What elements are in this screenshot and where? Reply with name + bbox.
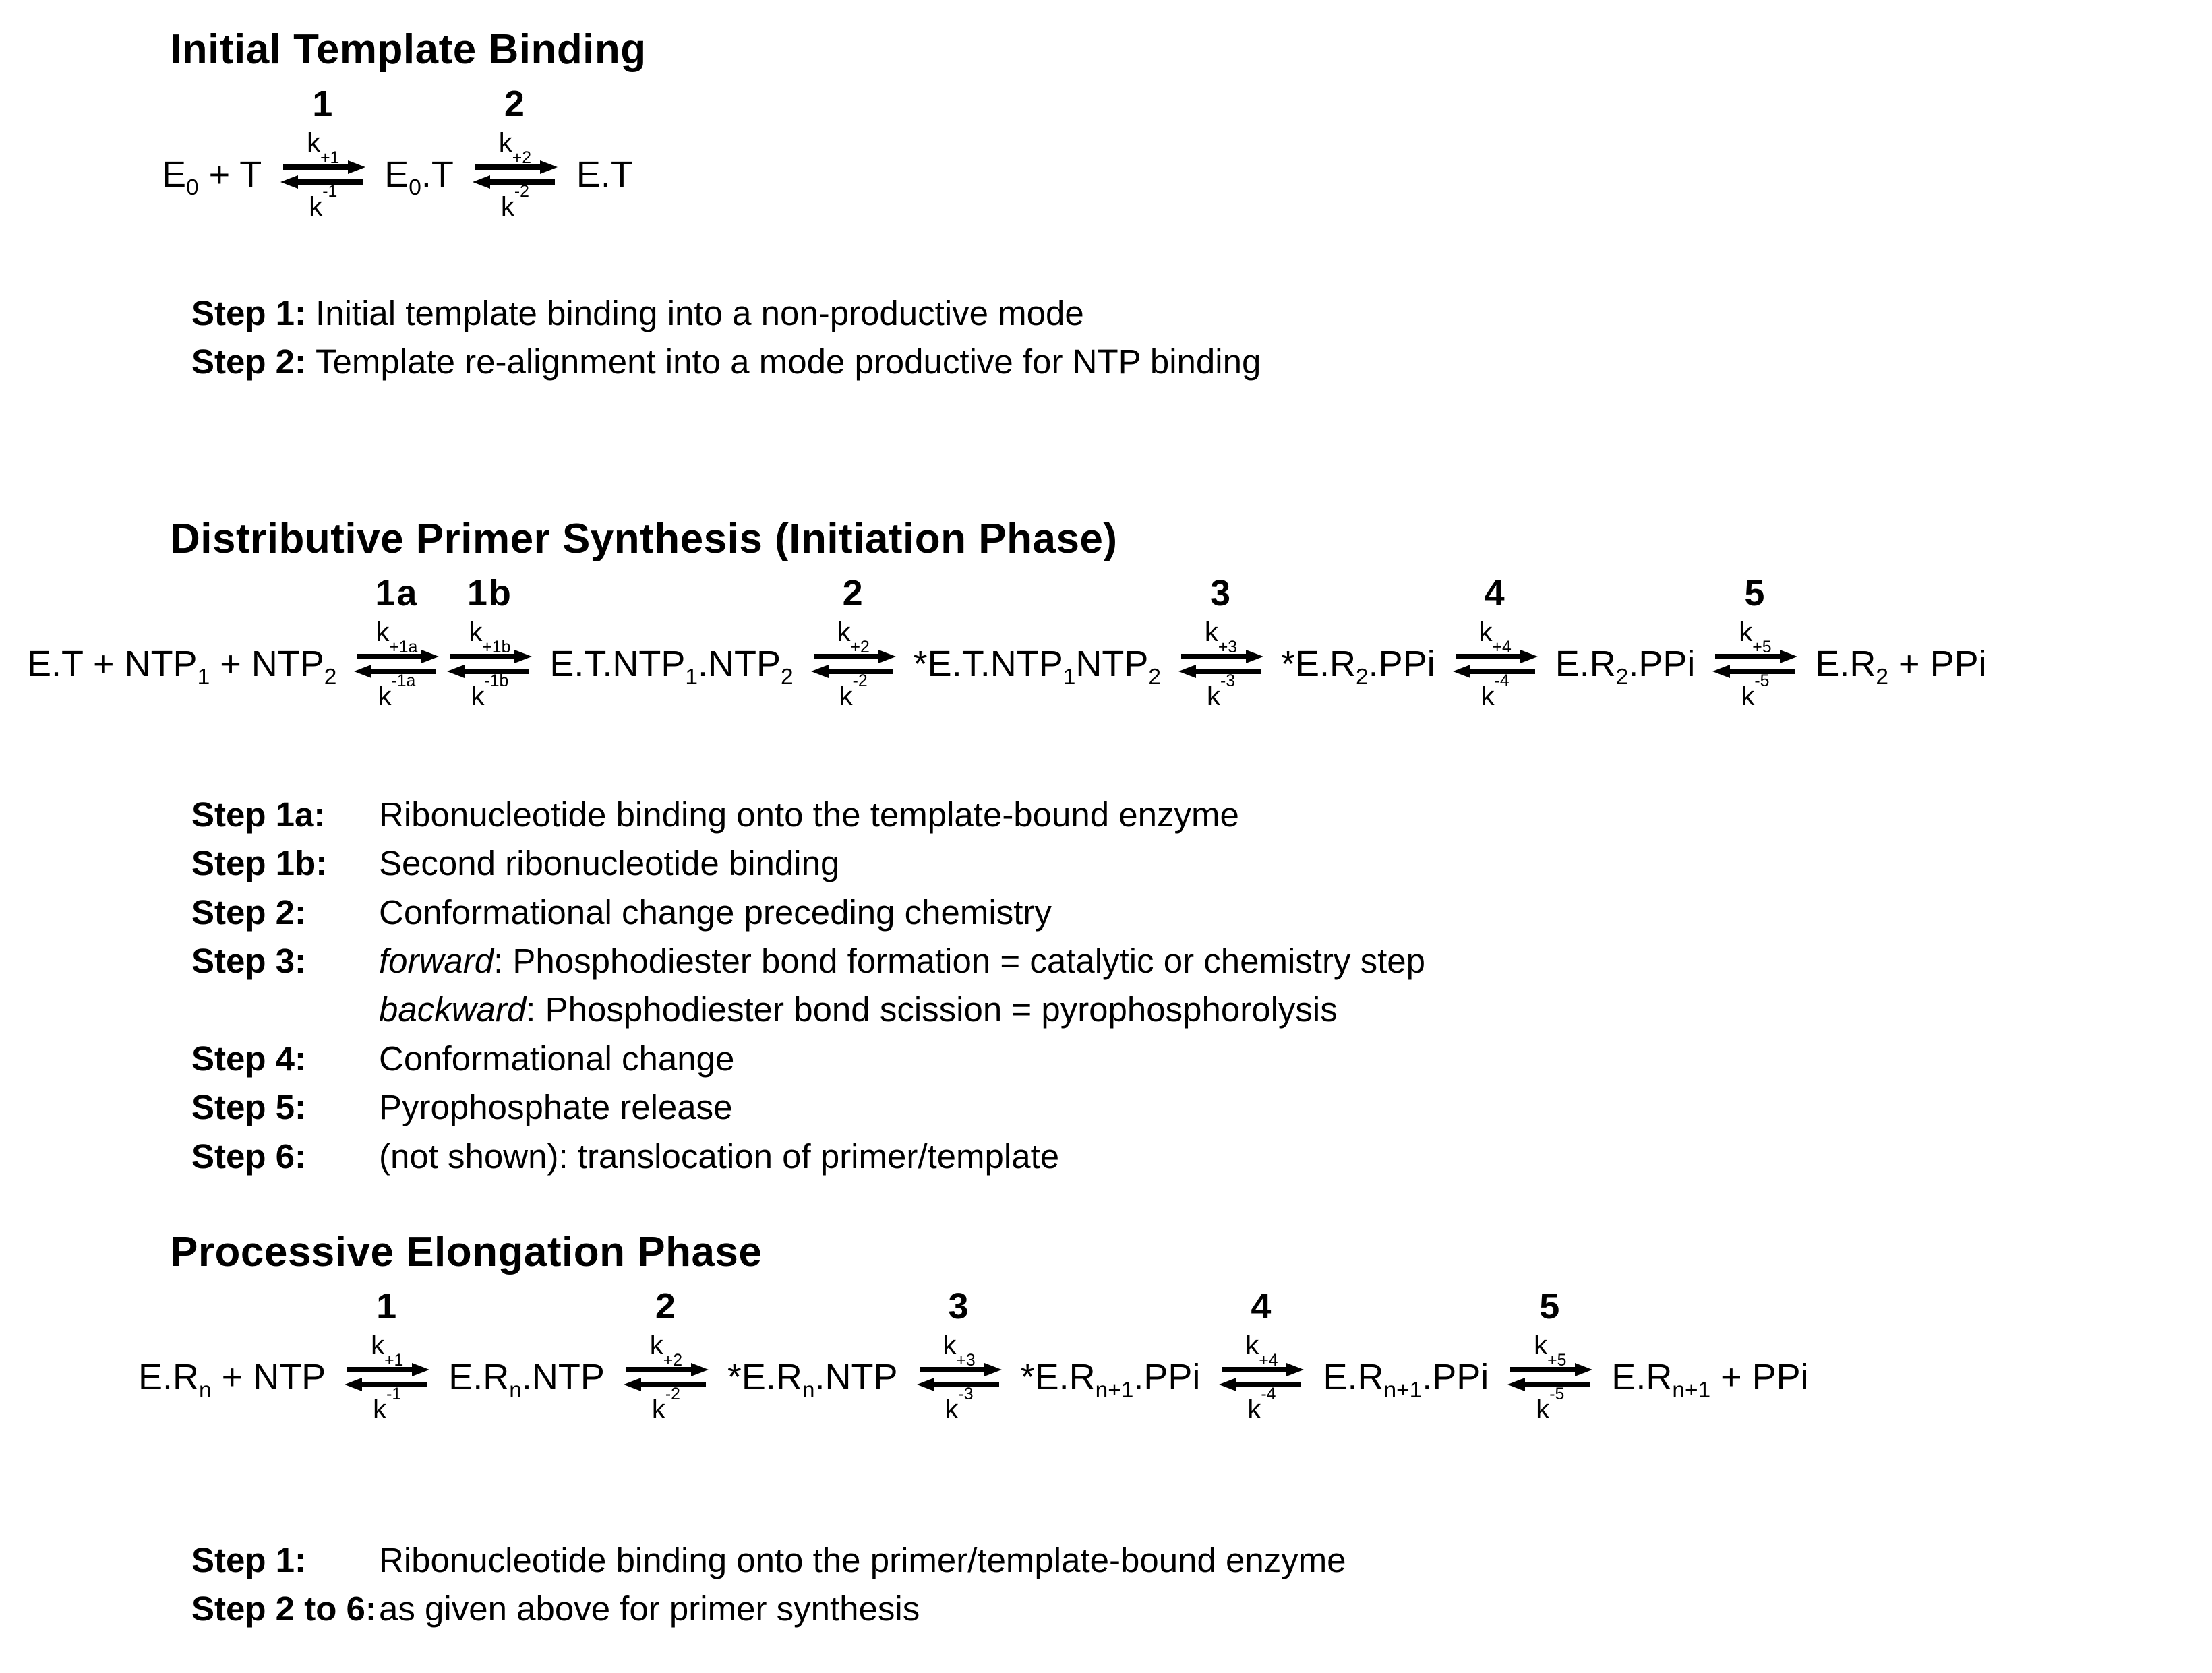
species: $*E.R_{n+1}.PPi$	[1020, 1357, 1201, 1403]
equilibrium-step	[279, 78, 367, 272]
step-label: Step 2:	[191, 892, 307, 932]
step-detail: : Phosphodiester bond formation = catalytic or chemistry step	[494, 942, 1425, 981]
step-label: Step 2 to 6:	[191, 1589, 377, 1629]
step-label: Step 6:	[191, 1136, 307, 1176]
step-number: 2	[842, 572, 864, 613]
step-detail: (not shown): translocation of primer/template	[379, 1136, 1060, 1176]
step-text	[379, 791, 1239, 839]
step-detail: Template re-alignment into a mode productive for NTP binding	[316, 342, 1261, 382]
step-description	[191, 888, 2212, 937]
section-title: Processive Elongation Phase	[170, 1229, 763, 1276]
forward-rate-constant: k +3	[943, 1331, 976, 1370]
step-text	[379, 1132, 1059, 1181]
forward-rate-constant: k +5	[1534, 1331, 1567, 1370]
step-label: Step 5:	[191, 1088, 307, 1127]
step-number: 2	[655, 1286, 677, 1327]
step-label: Step 1:	[191, 294, 307, 332]
step-number: 1a	[375, 572, 419, 613]
forward-rate-constant: k +2	[649, 1331, 683, 1370]
forward-rate-constant: k +1a	[376, 617, 418, 657]
step-label: Step 1:	[191, 1541, 307, 1580]
species: $E.R_2$ + PPi	[1815, 643, 1987, 690]
forward-rate-constant: k +2	[498, 128, 532, 167]
species: $E.R_2.PPi$	[1555, 643, 1696, 690]
reverse-rate-constant: k -2	[651, 1385, 680, 1425]
reverse-rate-constant: k -1	[309, 183, 338, 222]
reaction-scheme-elongation-phase	[138, 1280, 2212, 1474]
step-direction: backward	[379, 990, 527, 1029]
step-number: 2	[504, 84, 526, 124]
forward-rate-constant: k +1	[371, 1331, 404, 1370]
step-text	[379, 1083, 733, 1132]
reverse-rate-constant: k -1a	[378, 671, 416, 711]
reverse-rate-constant: k -5	[1536, 1385, 1565, 1425]
section-distributive-primer-synthesis	[0, 515, 2212, 1181]
step-descriptions	[191, 791, 2212, 1181]
step-number: 1	[376, 1286, 398, 1327]
equilibrium-step	[446, 567, 533, 761]
step-detail: Initial template binding into a non-productive mode	[316, 294, 1084, 332]
step-detail: as given above for primer synthesis	[379, 1589, 920, 1629]
step-text	[379, 1536, 1346, 1585]
forward-rate-constant: k +4	[1478, 617, 1512, 657]
step-label: Step 1b:	[191, 844, 328, 883]
step-direction: forward	[379, 942, 494, 981]
step-description	[191, 1132, 2212, 1181]
step-label: Step 3:	[191, 942, 307, 981]
step-number: 3	[948, 1286, 970, 1327]
step-text	[316, 289, 1084, 338]
step-description	[191, 1035, 2212, 1083]
equilibrium-step	[343, 1280, 431, 1474]
reverse-rate-constant: k -1	[373, 1385, 402, 1425]
step-text	[316, 338, 1261, 386]
step-number: 4	[1251, 1286, 1273, 1327]
step-descriptions	[191, 1536, 2212, 1634]
section-initial-template-binding	[0, 26, 2212, 387]
section-title: Initial Template Binding	[170, 26, 647, 73]
species: $E.R_{n+1}.PPi$	[1323, 1357, 1489, 1403]
reverse-rate-constant: k -1b	[471, 671, 509, 711]
equilibrium-step	[916, 1280, 1003, 1474]
step-description	[191, 1585, 2212, 1633]
equilibrium-step	[471, 78, 559, 272]
forward-rate-constant: k +4	[1245, 1331, 1278, 1370]
species: $E.R_n$ + NTP	[138, 1357, 326, 1403]
equilibrium-step	[1218, 1280, 1305, 1474]
reverse-rate-constant: k -2	[839, 671, 868, 711]
equilibrium-step	[1506, 1280, 1594, 1474]
step-description	[191, 985, 2212, 1034]
equilibrium-step	[1452, 567, 1539, 761]
step-text	[379, 888, 1052, 937]
reaction-scheme-initiation-phase	[27, 567, 2212, 761]
forward-rate-constant: k +1b	[469, 617, 511, 657]
step-number: 5	[1744, 572, 1766, 613]
reverse-rate-constant: k -3	[1206, 671, 1235, 711]
species: $E.R_{n+1}$ + PPi	[1611, 1357, 1809, 1403]
forward-rate-constant: k +2	[837, 617, 870, 657]
reaction-scheme-initial-binding	[162, 78, 2212, 272]
step-text	[379, 937, 1425, 985]
equilibrium-step	[810, 567, 897, 761]
species: $E.T + NTP_1 + NTP_2$	[27, 643, 337, 690]
step-detail: Pyrophosphate release	[379, 1088, 733, 1127]
forward-rate-constant: k +3	[1204, 617, 1238, 657]
species: $*E.T.NTP_1NTP_2$	[913, 643, 1161, 690]
reverse-rate-constant: k -3	[945, 1385, 974, 1425]
step-detail: Conformational change preceding chemistry	[379, 892, 1052, 932]
step-description	[191, 1083, 2212, 1132]
step-text	[379, 839, 839, 888]
section-processive-elongation-phase	[0, 1228, 2212, 1634]
species: $E.R_n.NTP$	[448, 1357, 605, 1403]
step-label	[191, 985, 379, 1034]
section-title: Distributive Primer Synthesis (Initiation Phase)	[170, 515, 1118, 562]
step-description	[191, 338, 2212, 386]
step-number: 5	[1539, 1286, 1561, 1327]
step-detail: : Phosphodiester bond scission = pyrophosphorolysis	[526, 990, 1338, 1029]
species: E.T	[576, 154, 633, 195]
step-label: Step 1a:	[191, 795, 326, 834]
reverse-rate-constant: k -2	[500, 183, 529, 222]
species: $E.T.NTP_1.NTP_2$	[549, 643, 794, 690]
species: $E_0.T$	[384, 154, 454, 200]
reverse-rate-constant: k -4	[1247, 1385, 1276, 1425]
step-number: 1b	[467, 572, 512, 613]
step-description	[191, 839, 2212, 888]
reverse-rate-constant: k -4	[1481, 671, 1509, 711]
step-detail: Conformational change	[379, 1039, 735, 1078]
step-detail: Second ribonucleotide binding	[379, 844, 840, 883]
forward-rate-constant: k +5	[1739, 617, 1772, 657]
forward-rate-constant: k +1	[307, 128, 340, 167]
step-number: 4	[1484, 572, 1506, 613]
step-detail: Ribonucleotide binding onto the primer/template-bound enzyme	[379, 1541, 1346, 1580]
equilibrium-step	[353, 567, 440, 761]
step-description	[191, 791, 2212, 839]
step-label: Step 2:	[191, 342, 307, 382]
reverse-rate-constant: k -5	[1741, 671, 1770, 711]
step-descriptions	[191, 289, 2212, 387]
step-label: Step 4:	[191, 1039, 307, 1078]
species: $*E.R_2.PPi$	[1280, 643, 1435, 690]
step-description	[191, 1536, 2212, 1585]
equilibrium-step	[1711, 567, 1799, 761]
step-text	[379, 1035, 734, 1083]
step-text	[379, 1585, 920, 1633]
step-detail: Ribonucleotide binding onto the template-bound enzyme	[379, 795, 1239, 834]
species: $E_0 + T$	[162, 154, 262, 200]
step-number: 3	[1209, 572, 1232, 613]
step-description	[191, 937, 2212, 985]
step-text	[379, 985, 1338, 1034]
step-number: 1	[312, 84, 334, 124]
equilibrium-step	[622, 1280, 710, 1474]
step-description	[191, 289, 2212, 338]
equilibrium-step	[1177, 567, 1265, 761]
species: $*E.R_n.NTP$	[727, 1357, 898, 1403]
